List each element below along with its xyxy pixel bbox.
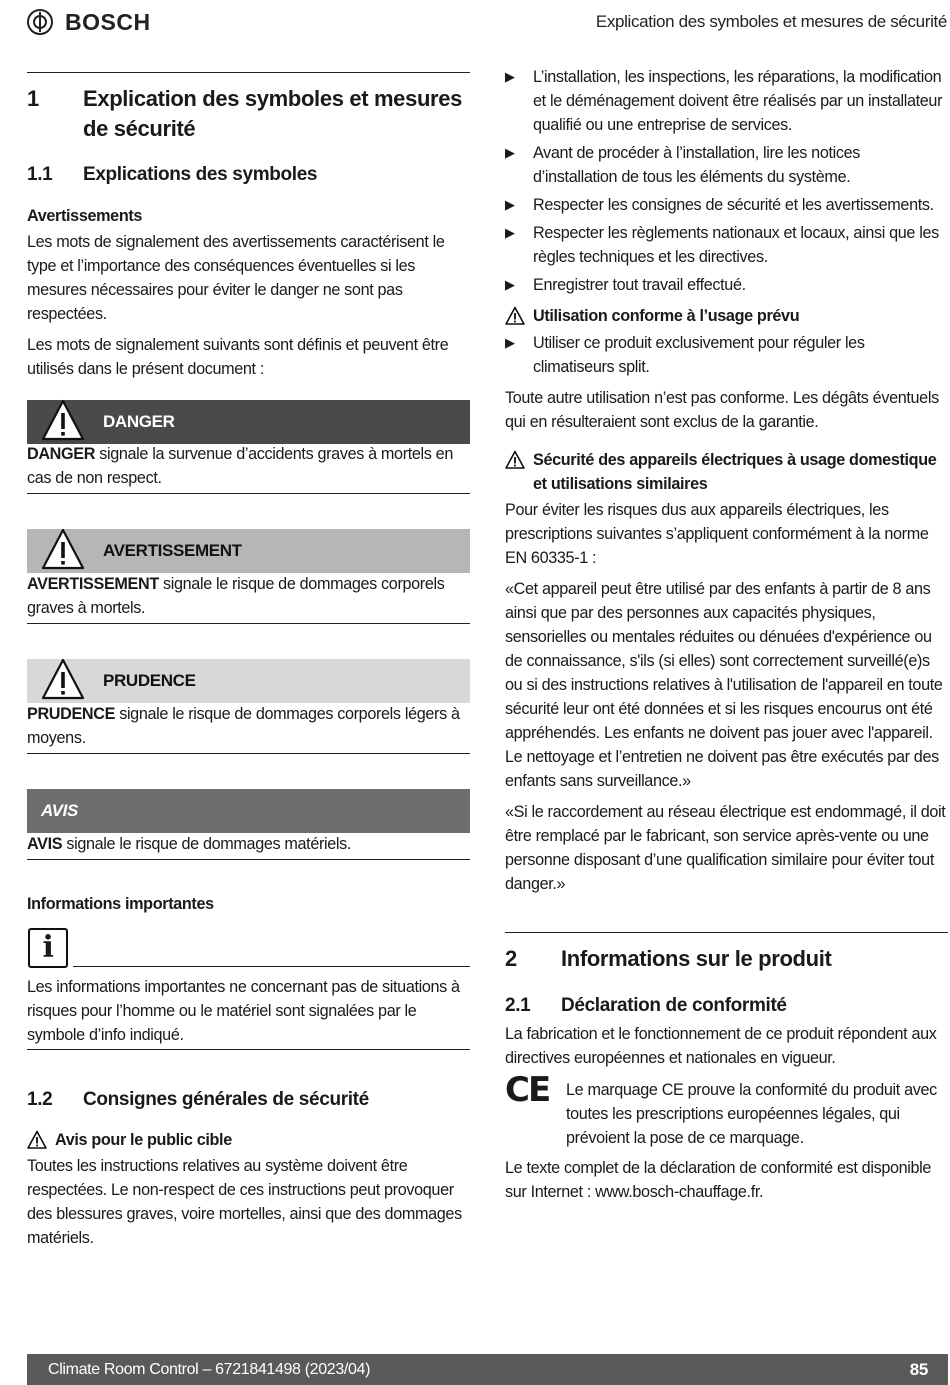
section-title: Informations sur le produit bbox=[561, 946, 832, 971]
electrical-safety-paragraph-2: «Cet appareil peut être utilisé par des enfants à partir de 8 ans ainsi que par des personnes aux capacités physiques, sensorielles ou mentales réduites ou dénuées d'expérience ou de connaissance, s'ils (si elles) sont correctement surveillé(e)s ou si des instructions relatives à l'utilisation de l'appareil en toute sécurité leur ont été données et si les risques encourus ont été appréhendés. Les enfants ne doivent pas jouer avec l'appareil. Le nettoyage et l’entretien ne doivent pas être exécutés par des enfants sans surveillance.» bbox=[505, 580, 943, 790]
section-2-heading bbox=[505, 944, 948, 974]
section-rule bbox=[505, 932, 948, 933]
bullet-arrow-icon: ▶ bbox=[505, 335, 515, 350]
section-1-1-heading bbox=[27, 162, 470, 188]
safety-bullet-list bbox=[505, 65, 948, 297]
conformity-paragraph-1: La fabrication et le fonctionnement de ce produit répondent aux directives européennes et nationales en vigueur. bbox=[505, 1025, 937, 1067]
important-info-text: Les informations importantes ne concernant pas de situations à risques pour l’homme ou le matériel sont signalées par le symbole d’info indiqué. bbox=[27, 978, 460, 1044]
notice-box bbox=[27, 789, 470, 833]
notice-term: AVIS bbox=[27, 835, 63, 853]
warning-term: AVERTISSEMENT bbox=[27, 575, 159, 593]
section-title: Explications des symboles bbox=[83, 164, 318, 185]
caution-term: PRUDENCE bbox=[27, 705, 116, 723]
warning-triangle-icon bbox=[505, 304, 533, 333]
bullet-arrow-icon: ▶ bbox=[505, 69, 515, 84]
list-item-text: Avant de procéder à l’installation, lire les notices d’installation de tous les éléments du système. bbox=[533, 144, 861, 186]
target-audience-heading bbox=[27, 1128, 470, 1157]
running-header-title: Explication des symboles et mesures de sécurité bbox=[595, 12, 947, 31]
section-number: 1 bbox=[27, 86, 39, 111]
warnings-heading: Avertissements bbox=[27, 207, 143, 225]
bullet-arrow-icon: ▶ bbox=[505, 225, 515, 240]
list-item bbox=[505, 141, 948, 189]
target-audience-text: Toutes les instructions relatives au système doivent être respectées. Le non-respect de ces instructions peut provoquer des blessures graves, voire mortelles, ainsi que des dommages matériels. bbox=[27, 1157, 462, 1247]
box-rule bbox=[27, 623, 470, 624]
section-number: 1.2 bbox=[27, 1089, 53, 1110]
bullet-arrow-icon: ▶ bbox=[505, 197, 515, 212]
caution-text bbox=[27, 702, 470, 750]
electrical-safety-heading bbox=[505, 448, 948, 496]
info-end-rule bbox=[27, 1049, 470, 1050]
list-item bbox=[505, 273, 948, 297]
electrical-safety-paragraph-3: «Si le raccordement au réseau électrique est endommagé, il doit être remplacé par le fabricant, son service après-vente ou une personne disposant d’une qualification similaire pour éviter tout danger.» bbox=[505, 803, 946, 893]
info-icon: i bbox=[28, 928, 68, 968]
section-title: Consignes générales de sécurité bbox=[83, 1089, 369, 1110]
ce-mark-text: Le marquage CE prouve la conformité du produit avec toutes les prescriptions européennes légales, qui prévoient la pose de ce marquage. bbox=[566, 1081, 937, 1147]
warning-triangle-icon bbox=[41, 657, 85, 701]
list-item-text: Utiliser ce produit exclusivement pour réguler les climatiseurs split. bbox=[533, 334, 865, 376]
electrical-safety-title: Sécurité des appareils électriques à usage domestique et utilisations similaires bbox=[533, 451, 937, 493]
electrical-safety-paragraph-1: Pour éviter les risques dus aux appareils électriques, les prescriptions suivantes s’appliquent conformément à la norme EN 60335-1 : bbox=[505, 501, 929, 567]
intended-use-text: Toute autre utilisation n’est pas conforme. Les dégâts éventuels qui en résulteraient sont exclus de la garantie. bbox=[505, 389, 939, 431]
list-item-text: Respecter les consignes de sécurité et les avertissements. bbox=[533, 196, 934, 214]
danger-text bbox=[27, 442, 470, 490]
notice-label: AVIS bbox=[41, 801, 79, 820]
danger-box bbox=[27, 400, 470, 444]
warning-triangle-icon bbox=[505, 448, 533, 496]
section-2-1-heading bbox=[505, 993, 948, 1019]
ce-mark-icon: CE bbox=[505, 1070, 550, 1110]
list-item bbox=[505, 193, 948, 217]
danger-description: signale la survenue d’accidents graves à mortels en cas de non respect. bbox=[27, 445, 453, 487]
page-footer bbox=[27, 1354, 948, 1385]
bullet-arrow-icon: ▶ bbox=[505, 277, 515, 292]
warning-description: signale le risque de dommages corporels graves à mortels. bbox=[27, 575, 445, 617]
section-title: Explication des symboles et mesures de sécurité bbox=[83, 86, 463, 141]
list-item bbox=[505, 221, 948, 269]
info-rule bbox=[73, 966, 470, 967]
caution-description: signale le risque de dommages corporels légers à moyens. bbox=[27, 705, 460, 747]
bosch-logo bbox=[27, 8, 151, 36]
warning-triangle-icon bbox=[27, 1128, 55, 1157]
notice-description: signale le risque de dommages matériels. bbox=[62, 835, 352, 853]
section-number: 2.1 bbox=[505, 995, 531, 1016]
notice-text bbox=[27, 832, 470, 856]
warnings-paragraph-1: Les mots de signalement des avertissements caractérisent le type et l’importance des conséquences éventuelles si les mesures nécessaires pour éviter le danger ne sont pas respectées. bbox=[27, 233, 445, 323]
warnings-paragraph-2: Les mots de signalement suivants sont définis et peuvent être utilisés dans le présent document : bbox=[27, 336, 449, 378]
caution-box bbox=[27, 659, 470, 703]
list-item-text: Enregistrer tout travail effectué. bbox=[533, 276, 746, 294]
section-1-2-heading bbox=[27, 1087, 470, 1113]
danger-label: DANGER bbox=[103, 412, 175, 431]
important-info-heading: Informations importantes bbox=[27, 895, 214, 913]
warning-label: AVERTISSEMENT bbox=[103, 541, 242, 560]
list-item-text: L’installation, les inspections, les réparations, la modification et le déménagement doivent être réalisés par un installateur qualifié ou une entreprise de services. bbox=[533, 68, 943, 134]
warning-box bbox=[27, 529, 470, 573]
bosch-armature-icon bbox=[27, 9, 53, 35]
footer-doc-reference: Climate Room Control – 6721841498 (2023/04) bbox=[48, 1360, 371, 1378]
page-number: 85 bbox=[909, 1359, 928, 1379]
section-number: 1.1 bbox=[27, 164, 53, 185]
intended-use-title: Utilisation conforme à l’usage prévu bbox=[533, 307, 800, 325]
caution-label: PRUDENCE bbox=[103, 671, 196, 690]
target-audience-title: Avis pour le public cible bbox=[55, 1131, 232, 1149]
warning-triangle-icon bbox=[41, 398, 85, 442]
list-item-text: Respecter les règlements nationaux et locaux, ainsi que les règles techniques et les directives. bbox=[533, 224, 939, 266]
intended-use-heading bbox=[505, 304, 948, 333]
warning-text bbox=[27, 572, 470, 620]
list-item bbox=[505, 331, 948, 379]
warning-triangle-icon bbox=[41, 527, 85, 571]
danger-term: DANGER bbox=[27, 445, 96, 463]
section-rule bbox=[27, 72, 470, 73]
section-number: 2 bbox=[505, 946, 517, 971]
box-rule bbox=[27, 493, 470, 494]
section-1-heading bbox=[27, 84, 470, 144]
bullet-arrow-icon: ▶ bbox=[505, 145, 515, 160]
box-rule bbox=[27, 859, 470, 860]
brand-name: BOSCH bbox=[65, 9, 151, 35]
list-item bbox=[505, 65, 948, 137]
section-title: Déclaration de conformité bbox=[561, 995, 787, 1016]
box-rule bbox=[27, 753, 470, 754]
conformity-paragraph-2: Le texte complet de la déclaration de conformité est disponible sur Internet : www.bosch-chauffage.fr. bbox=[505, 1159, 932, 1201]
